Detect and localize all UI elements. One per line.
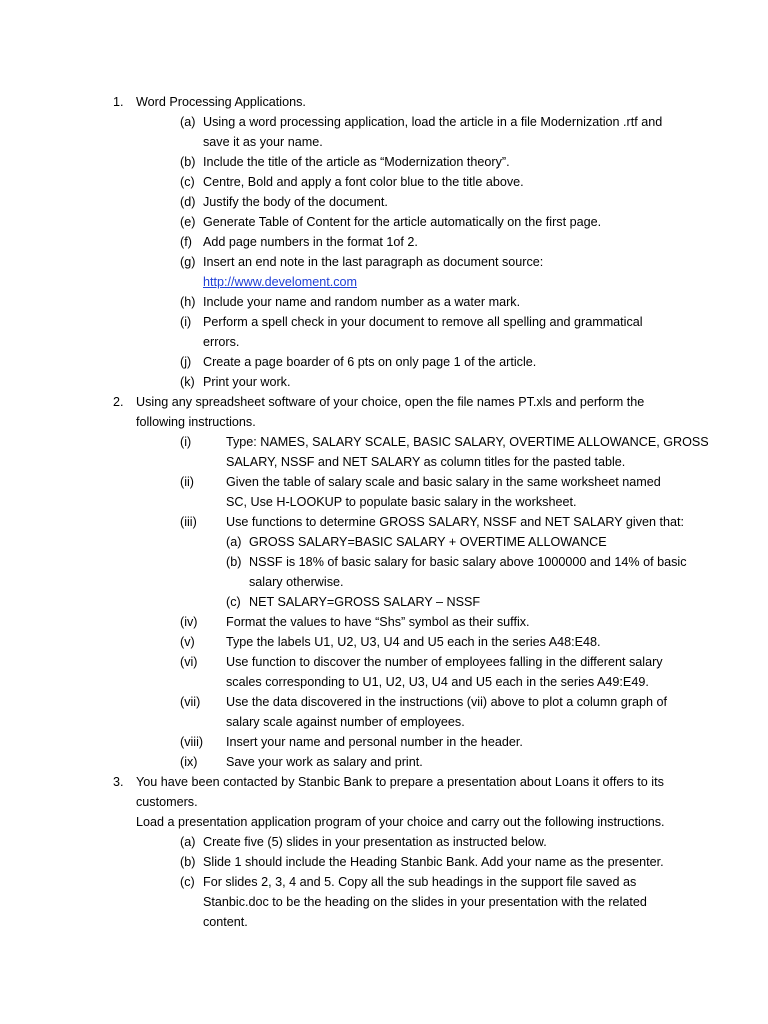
q2-sub-b-label: (b)	[226, 555, 242, 569]
q1-item-b-label: (b)	[180, 155, 196, 169]
q1-item-d-label: (d)	[180, 195, 196, 209]
q2-item-vii-text-2: salary scale against number of employees.	[226, 715, 465, 729]
q1-item-c-label: (c)	[180, 175, 195, 189]
q1-item-i-label: (i)	[180, 315, 192, 329]
q3-item-c-text-3: content.	[203, 915, 248, 929]
q1-item-e-text: Generate Table of Content for the article automatically on the first page.	[203, 215, 602, 229]
q2-item-vi-text-2: scales corresponding to U1, U2, U3, U4 and U5 each in the series A49:E49.	[226, 675, 649, 689]
q1-item-h-text: Include your name and random number as a water mark.	[203, 295, 521, 309]
q2-item-iv-text: Format the values to have “Shs” symbol as their suffix.	[226, 615, 530, 629]
q2-sub-c-text: NET SALARY=GROSS SALARY – NSSF	[249, 595, 481, 609]
q1-item-h-label: (h)	[180, 295, 196, 309]
q3-item-c-text-2: Stanbic.doc to be the heading on the slides in your presentation with the related	[203, 895, 647, 909]
q2-item-viii-label: (viii)	[180, 735, 204, 749]
q1-title: Word Processing Applications.	[136, 95, 306, 109]
q3-item-b-text: Slide 1 should include the Heading Stanbic Bank. Add your name as the presenter.	[203, 855, 664, 869]
q3-item-b-label: (b)	[180, 855, 196, 869]
q1-item-f-label: (f)	[180, 235, 192, 249]
q2-item-i-text: Type: NAMES, SALARY SCALE, BASIC SALARY, OVERTIME ALLOWANCE, GROSS	[226, 435, 709, 449]
q2-sub-b-text: NSSF is 18% of basic salary for basic salary above 1000000 and 14% of basic	[249, 555, 687, 569]
q2-sub-a-label: (a)	[226, 535, 242, 549]
q3-intro-2: customers.	[136, 795, 198, 809]
q2-number: 2.	[113, 395, 124, 409]
q1-item-f-text: Add page numbers in the format 1of 2.	[203, 235, 418, 249]
q1-item-d-text: Justify the body of the document.	[203, 195, 388, 209]
q2-item-iii-label: (iii)	[180, 515, 197, 529]
q2-intro-2: following instructions.	[136, 415, 256, 429]
q2-item-iv-label: (iv)	[180, 615, 198, 629]
q1-item-k-label: (k)	[180, 375, 195, 389]
q1-item-a-text-2: save it as your name.	[203, 135, 323, 149]
q1-item-a-text: Using a word processing application, load the article in a file Modernization .rtf and	[203, 115, 663, 129]
q2-item-v-text: Type the labels U1, U2, U3, U4 and U5 each in the series A48:E48.	[226, 635, 601, 649]
q1-item-c-text: Centre, Bold and apply a font color blue to the title above.	[203, 175, 524, 189]
q3-number: 3.	[113, 775, 124, 789]
q3-item-a-text: Create five (5) slides in your presentation as instructed below.	[203, 835, 547, 849]
q2-item-v-label: (v)	[180, 635, 195, 649]
q1-item-g-label: (g)	[180, 255, 196, 269]
q1-item-e-label: (e)	[180, 215, 196, 229]
q2-sub-b-text-2: salary otherwise.	[249, 575, 344, 589]
q2-item-vii-text: Use the data discovered in the instructions (vii) above to plot a column graph of	[226, 695, 668, 709]
q3-item-c-label: (c)	[180, 875, 195, 889]
q2-item-vi-label: (vi)	[180, 655, 198, 669]
q2-item-ii-text-2: SC, Use H-LOOKUP to populate basic salary in the worksheet.	[226, 495, 577, 509]
source-link[interactable]: http://www.develoment.com	[203, 275, 357, 289]
q3-item-a-label: (a)	[180, 835, 196, 849]
q3-load-instruction: Load a presentation application program of your choice and carry out the following instructions.	[136, 815, 665, 829]
q3-item-c-text: For slides 2, 3, 4 and 5. Copy all the sub headings in the support file saved as	[203, 875, 637, 889]
q1-item-i-text-2: errors.	[203, 335, 240, 349]
q1-item-j-text: Create a page boarder of 6 pts on only page 1 of the article.	[203, 355, 537, 369]
q1-item-k-text: Print your work.	[203, 375, 291, 389]
q1-item-b-text: Include the title of the article as “Modernization theory”.	[203, 155, 510, 169]
q1-item-a-label: (a)	[180, 115, 196, 129]
q2-item-vi-text: Use function to discover the number of employees falling in the different salary	[226, 655, 663, 669]
q2-item-viii-text: Insert your name and personal number in the header.	[226, 735, 523, 749]
q2-item-ix-text: Save your work as salary and print.	[226, 755, 423, 769]
q2-item-i-text-2: SALARY, NSSF and NET SALARY as column titles for the pasted table.	[226, 455, 626, 469]
q2-sub-c-label: (c)	[226, 595, 241, 609]
q1-item-i-text: Perform a spell check in your document to remove all spelling and grammatical	[203, 315, 643, 329]
q2-intro: Using any spreadsheet software of your choice, open the file names PT.xls and perform the	[136, 395, 645, 409]
q2-item-ii-label: (ii)	[180, 475, 194, 489]
q2-item-i-label: (i)	[180, 435, 192, 449]
q2-item-ii-text: Given the table of salary scale and basic salary in the same worksheet named	[226, 475, 661, 489]
q2-item-ix-label: (ix)	[180, 755, 198, 769]
q1-number: 1.	[113, 95, 124, 109]
q2-sub-a-text: GROSS SALARY=BASIC SALARY + OVERTIME ALLOWANCE	[249, 535, 607, 549]
q3-intro: You have been contacted by Stanbic Bank to prepare a presentation about Loans it offers to its	[136, 775, 664, 789]
q2-item-iii-text: Use functions to determine GROSS SALARY, NSSF and NET SALARY given that:	[226, 515, 685, 529]
q1-item-g-text: Insert an end note in the last paragraph as document source:	[203, 255, 544, 269]
q2-item-vii-label: (vii)	[180, 695, 201, 709]
q1-item-j-label: (j)	[180, 355, 192, 369]
